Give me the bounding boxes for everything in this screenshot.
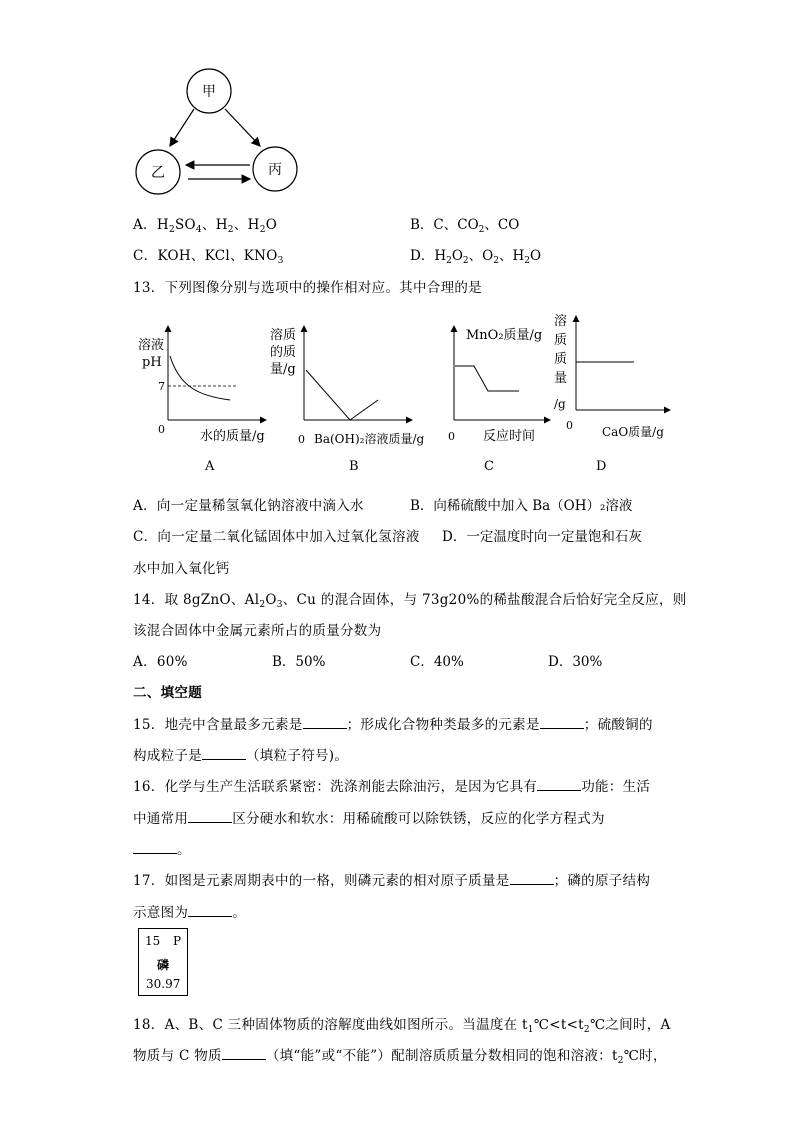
blank[interactable] xyxy=(303,716,347,729)
graph-c xyxy=(448,326,550,474)
q13-option-d-cont: 水中加入氧化钙 xyxy=(133,561,230,577)
graph-a-origin: 0 xyxy=(158,423,165,436)
graph-b-ylabel2: 的质 xyxy=(270,345,297,360)
graph-d-origin: 0 xyxy=(566,419,573,432)
q13-stem: 13．下列图像分别与选项中的操作相对应。其中合理的是 xyxy=(133,280,482,296)
section-heading: 二、填空题 xyxy=(133,685,202,701)
q14-option-d: D．30% xyxy=(548,654,603,670)
blank[interactable] xyxy=(537,778,581,791)
graph-b-ylabel3: 量/g xyxy=(270,362,296,377)
q14-option-a: A．60% xyxy=(133,654,188,670)
graph-d-xlabel: CaO质量/g xyxy=(602,425,664,439)
graph-c-curve xyxy=(455,366,519,391)
q14-option-b: B．50% xyxy=(272,654,326,670)
graph-b xyxy=(270,326,424,474)
q13-option-a: A．向一定量稀氢氧化钠溶液中滴入水 xyxy=(133,498,364,514)
q12-option-a: A．$H_2SO_4$、$H_2$、$H_2O$ xyxy=(133,217,278,235)
q12-option-c: C．KOH、KCl、$KNO_3$ xyxy=(133,248,284,266)
q15-line1: 15．地壳中含量最多元素是 ；形成化合物种类最多的元素是 ；硫酸铜的 xyxy=(133,717,653,733)
graph-d-letter: D xyxy=(596,459,607,474)
atomic-number: 15 xyxy=(145,934,161,948)
element-name: 磷 xyxy=(157,958,170,972)
graph-a-curve xyxy=(170,356,230,400)
blank[interactable] xyxy=(540,716,584,729)
element-symbol: P xyxy=(173,934,182,948)
q16-line3: 。 xyxy=(133,838,191,858)
q13-option-d: D．一定温度时向一定量饱和石灰 xyxy=(442,529,642,545)
graph-a-xlabel: 水的质量/g xyxy=(200,429,265,444)
graph-c-origin: 0 xyxy=(448,430,455,443)
relation-diagram xyxy=(128,64,308,204)
graph-b-xlabel: Ba(OH)₂溶液质量/g xyxy=(314,432,425,446)
atomic-mass: 30.97 xyxy=(146,977,181,991)
q15-line2: 构成粒子是 （填粒子符号)。 xyxy=(133,748,349,764)
graph-d-ylabel1: 溶 xyxy=(554,314,568,329)
q14-line2: 该混合固体中金属元素所占的质量分数为 xyxy=(133,623,382,639)
blank[interactable] xyxy=(222,1047,266,1060)
q12-option-d: D．$H_2O_2$、$O_2$、$H_2O$ xyxy=(410,248,542,266)
q16-line2: 中通常用 区分硬水和软水：用稀硫酸可以除铁锈，反应的化学方程式为 xyxy=(133,811,605,827)
graph-a-ref: 7 xyxy=(158,380,165,393)
arrow-jia-yi xyxy=(170,109,194,146)
q18-line2: 物质与 C 物质 （填“能”或“不能”）配制溶质质量分数相同的饱和溶液：$t_2℃$时， xyxy=(133,1048,667,1066)
blank[interactable] xyxy=(202,747,246,760)
graph-a xyxy=(138,326,266,474)
q17-line1: 17．如图是元素周期表中的一格，则磷元素的相对原子质量是 ；磷的原子结构 xyxy=(133,873,651,889)
node-bing-label: 丙 xyxy=(268,162,282,178)
q14-option-c: C．40% xyxy=(410,654,464,670)
node-yi-label: 乙 xyxy=(151,165,165,181)
graph-d-ylabel4: 量 xyxy=(554,371,568,386)
graph-b-curve xyxy=(306,370,378,420)
graph-b-origin: 0 xyxy=(298,433,305,446)
graph-d-ylabel5: /g xyxy=(554,397,566,411)
graph-d-ylabel2: 质 xyxy=(554,333,568,348)
q16-line1: 16．化学与生产生活联系紧密：洗涤剂能去除油污，是因为它具有 功能：生活 xyxy=(133,779,651,795)
q13-option-b: B．向稀硫酸中加入 Ba（OH）₂溶液 xyxy=(410,498,633,514)
graph-d-ylabel3: 质 xyxy=(554,352,568,367)
graph-b-ylabel1: 溶质 xyxy=(270,328,297,343)
graph-c-letter: C xyxy=(484,459,494,474)
blank[interactable] xyxy=(133,841,177,854)
q17-line2: 示意图为 。 xyxy=(133,905,247,921)
q12-option-b: B．C、$CO_2$、CO xyxy=(410,217,520,235)
blank[interactable] xyxy=(510,872,554,885)
periodic-table-cell xyxy=(138,928,188,996)
graph-c-ylabel1: MnO₂质量/g xyxy=(466,328,543,343)
q13-graphs xyxy=(130,308,680,478)
blank[interactable] xyxy=(188,904,232,917)
q13-option-c: C．向一定量二氧化锰固体中加入过氧化氢溶液 xyxy=(133,529,420,545)
graph-d xyxy=(554,313,670,474)
q18-line1: 18．A、B、C 三种固体物质的溶解度曲线如图所示。当温度在 $t_1℃<t<t_2℃$之间时，A xyxy=(133,1017,671,1035)
graph-a-ylabel2: pH xyxy=(142,355,162,370)
graph-c-xlabel: 反应时间 xyxy=(483,429,536,444)
blank[interactable] xyxy=(188,810,232,823)
q14-line1: 14．取 8gZnO、$Al_2O_3$、Cu 的混合固体，与 73g20%的稀盐酸混合后恰好完全反应，则 xyxy=(133,592,687,610)
graph-a-ylabel1: 溶液 xyxy=(138,338,165,353)
graph-a-letter: A xyxy=(205,459,215,474)
arrow-jia-bing xyxy=(225,109,260,146)
graph-b-letter: B xyxy=(349,459,359,474)
node-jia-label: 甲 xyxy=(202,84,216,100)
